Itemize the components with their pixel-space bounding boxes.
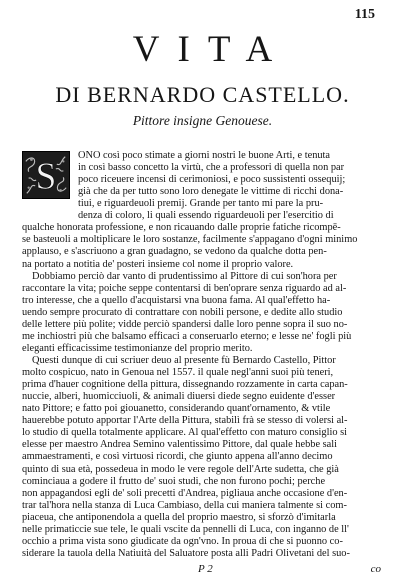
- text-line: non appagandosi egli de' soli precetti d'Andrea, pigliaua anche occasione d'en-: [22, 487, 348, 499]
- subtitle: Pittore insigne Genouese.: [132, 113, 273, 128]
- text-line: Dobbiamo perciò dar vanto di prudentissimo al Pittore di cui son'hora per: [32, 270, 337, 282]
- text-line: nuccie, alberi, huomicciuoli, & animali diuersi diede segno euidente d'esser: [22, 391, 336, 403]
- text-line: quinto di sua età, possedeua in modo le vere regole dell'Arte sudetta, che già: [22, 463, 339, 475]
- svg-text:S: S: [35, 156, 57, 198]
- text-line: piaceua, che antiponendola a quella del proprio maestro, si sforzò d'imitarla: [22, 511, 336, 523]
- page-number: 115: [354, 7, 375, 22]
- text-line: raccontare la vita; poiche seppe contentarsi di ben'oprare senza riguardo ad al-: [22, 282, 347, 294]
- text-line: denza di coloro, li quali essendo riguardeuoli per l'esercitio di: [78, 210, 334, 222]
- text-line: ONO così poco stimate a giorni nostri le buone Arti, e tenuta: [78, 150, 331, 161]
- text-line: ammaestramenti, e così virtuosi ricordi, che giunto appena all'anno decimo: [22, 451, 333, 463]
- title-vita: VITA: [132, 29, 291, 70]
- text-line: uendo sempre procurato di contrattare con nobili persone, e dedite allo studio: [22, 306, 343, 318]
- text-line: già che da per tutto sono loro denegate le vittime di ricchi dona-: [78, 186, 344, 198]
- decorated-initial-s: [22, 151, 70, 199]
- text-line: nato Pittore; e fatto poi giouanetto, considerando quant'ornamento, & vtile: [22, 403, 331, 415]
- text-line: tiui, e riguardeuoli premij. Grande per tanto mi pare la pru-: [78, 198, 324, 210]
- text-line: eleganti efficacissime testimonianze del proprio merito.: [22, 342, 253, 354]
- text-line: elesse per maestro Andrea Semino valentissimo Pittore, dal quale hebbe sali: [22, 439, 338, 451]
- text-line: applauso, e s'ascriuono a gran guadagno, se vedono da qualche dotta pen-: [22, 246, 327, 258]
- text-line: se basteuoli a moltiplicare le loro sostanze, facilmente s'appagano d'ogni minimo: [22, 234, 358, 246]
- text-line: me inchiostri più che balsamo efficaci a conseruarlo eterno; e lesse ne' fogli più: [22, 330, 352, 342]
- text-line: occhio a prima vista sono giudicate da ogn'vno. In proua di che si puonno co-: [22, 535, 343, 547]
- text-line: hauerebbe potuto apportar l'Arte della Pittura, stabilì frà se stesso di volersi al-: [22, 415, 348, 427]
- text-line: delle lettere più polite; vidde perciò spandersi dalle loro penne sopra il suo no-: [22, 318, 348, 330]
- text-line: trar tal'hora nella stanza di Luca Cambiaso, della cui maniera talmente si com-: [22, 499, 347, 511]
- text-line: na portato a notitia de' posteri insieme col nome il proprio valore.: [22, 258, 294, 270]
- text-line: molto cospicuo, nato in Genoua nel 1557. il quale negl'anni suoi più teneri,: [22, 367, 334, 379]
- text-line: prima d'hauer cognitione della pittura, dissegnando rozzamente in carta capan-: [22, 379, 348, 391]
- ornament-drop-cap-image: [23, 152, 69, 198]
- text-line: poco riceuere incensi di cerimoniosi, e poco sussistenti ossequij;: [78, 174, 346, 186]
- text-line: lo studio di quella totalmente applicare. Al qual'effetto con maturo consiglio si: [22, 427, 348, 439]
- text-line: in così basso concetto la virtù, che a professori di quella non par: [78, 162, 345, 174]
- text-line: qualche honorata professione, e non ricauando dalle proprie fatiche ricompē-: [22, 222, 341, 234]
- text-line: tro interesse, che a quello d'acquistarsi vna buona fama. Al qual'effetto ha-: [22, 294, 331, 306]
- text-line: cominciaua a godere il frutto de' suoi studi, che non furono pochi; perche: [22, 475, 326, 487]
- catchword: co: [370, 563, 381, 575]
- text-line: Questi dunque di cui scriuer deuo al presente fù Bernardo Castello, Pittor: [32, 355, 336, 366]
- title-name: DI BERNARDO CASTELLO.: [55, 82, 350, 107]
- signature-mark: P 2: [198, 563, 213, 575]
- text-line: nelle primaticcie sue tele, le quali vscite da pennelli di Luca, con inganno de ll': [22, 523, 349, 535]
- text-line: siderare la tauola della Natiuità del Saluatore posta alli Padri Olivetani del suo-: [22, 547, 350, 559]
